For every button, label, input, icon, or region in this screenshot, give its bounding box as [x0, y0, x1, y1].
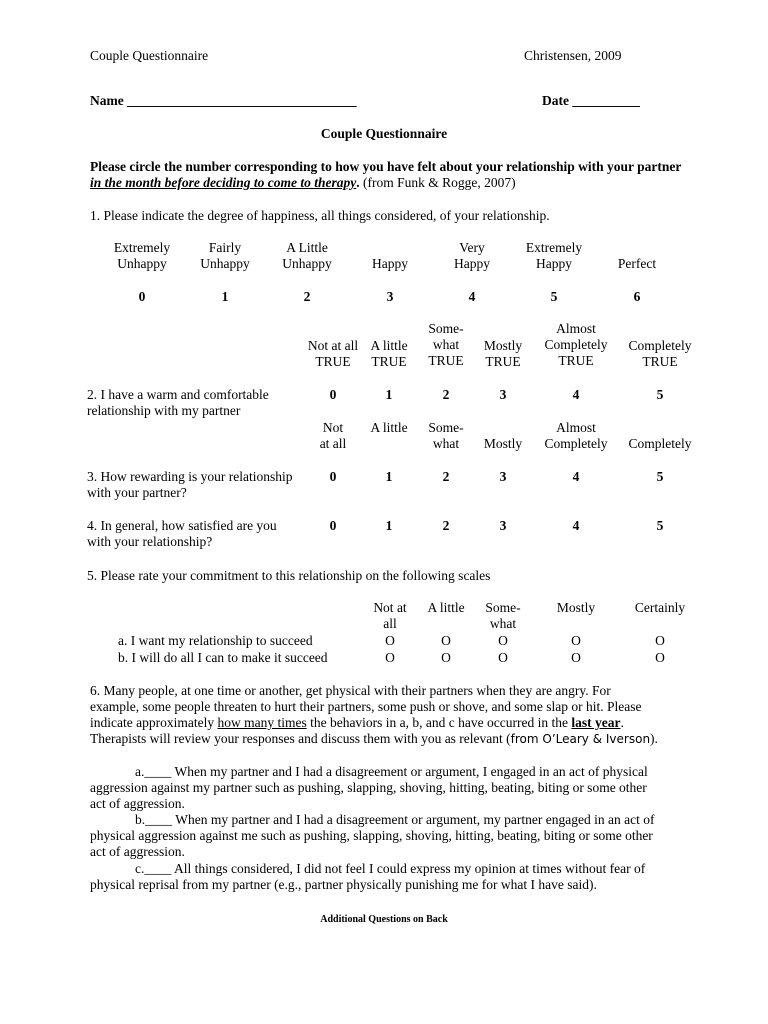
- instructions-main: Please circle the number corresponding to how you have felt about your relationship with your partner: [90, 159, 682, 174]
- q3-option-5[interactable]: 5: [656, 469, 664, 484]
- q3-option-2[interactable]: 2: [442, 469, 450, 484]
- amount-header-4: Almost Completely: [544, 420, 608, 451]
- amount-header-3: Mostly: [483, 436, 523, 451]
- q5-header-4: Certainly: [634, 600, 686, 615]
- q2-option-0[interactable]: 0: [329, 387, 337, 402]
- q5b-option-2[interactable]: O: [498, 650, 508, 665]
- q4-option-4[interactable]: 4: [572, 518, 580, 533]
- q1-label-6: Perfect: [617, 256, 657, 271]
- q5-item-a: a. I want my relationship to succeed: [118, 633, 313, 648]
- q6-line-1: 6. Many people, at one time or another, get physical with their partners when they are angry. For: [90, 683, 611, 698]
- true-header-0: Not at all TRUE: [307, 338, 359, 369]
- name-field[interactable]: [90, 93, 357, 109]
- q5-item-b: b. I will do all I can to make it succeed: [118, 650, 328, 665]
- amount-header-0: Not at all: [319, 420, 347, 451]
- q3-option-0[interactable]: 0: [329, 469, 337, 484]
- amount-header-1: A little: [370, 420, 408, 435]
- name-blank[interactable]: __________________________________: [127, 93, 357, 108]
- q6b-line-2: physical aggression against me such as pushing, slapping, shoving, hitting, beating, biting or some other: [90, 828, 653, 843]
- q4-option-1[interactable]: 1: [385, 518, 393, 533]
- q4-option-2[interactable]: 2: [442, 518, 450, 533]
- q1-label-3: Happy: [372, 256, 408, 271]
- instructions-period: .: [356, 175, 360, 190]
- header-form-title: Couple Questionnaire: [90, 48, 209, 63]
- q3-option-1[interactable]: 1: [385, 469, 393, 484]
- date-field[interactable]: [542, 93, 640, 109]
- q2-option-2[interactable]: 2: [442, 387, 450, 402]
- q6-how-many-times: how many times: [217, 715, 307, 730]
- q1-label-2: A Little Unhappy: [282, 240, 332, 271]
- q5a-option-0[interactable]: O: [385, 633, 395, 648]
- amount-header-2: Some- what: [428, 420, 464, 451]
- q5b-option-1[interactable]: O: [441, 650, 451, 665]
- q2-option-1[interactable]: 1: [385, 387, 393, 402]
- instructions: [90, 159, 690, 191]
- q6-last-year: last year: [571, 715, 621, 730]
- q5b-option-3[interactable]: O: [571, 650, 581, 665]
- q6a-line-2: aggression against my partner such as pushing, slapping, shoving, hitting, beating, biting or some other: [90, 780, 647, 795]
- q1-text: 1. Please indicate the degree of happiness, all things considered, of your relationship.: [90, 208, 550, 223]
- q5b-option-0[interactable]: O: [385, 650, 395, 665]
- q1-label-0: Extremely Unhappy: [113, 240, 171, 271]
- q1-label-1: Fairly Unhappy: [200, 240, 250, 271]
- q3-option-4[interactable]: 4: [572, 469, 580, 484]
- q5-text: 5. Please rate your commitment to this relationship on the following scales: [87, 568, 491, 583]
- q3-option-3[interactable]: 3: [499, 469, 507, 484]
- q5a-option-3[interactable]: O: [571, 633, 581, 648]
- true-header-4: Almost Completely TRUE: [544, 321, 608, 368]
- q2-option-3[interactable]: 3: [499, 387, 507, 402]
- q6a-line-1[interactable]: a.____ When my partner and I had a disagreement or argument, I engaged in an act of physical: [135, 764, 648, 779]
- q5a-option-2[interactable]: O: [498, 633, 508, 648]
- q1-option-3[interactable]: 3: [386, 289, 394, 304]
- true-header-3: Mostly TRUE: [483, 338, 523, 369]
- footer-note: Additional Questions on Back: [320, 914, 448, 925]
- instructions-emphasis: in the month before deciding to come to therapy: [90, 175, 357, 190]
- date-blank[interactable]: __________: [572, 93, 640, 108]
- q1-option-6[interactable]: 6: [633, 289, 641, 304]
- q1-label-4: Very Happy: [454, 240, 490, 271]
- true-header-2: Some- what TRUE: [428, 321, 464, 368]
- true-header-1: A little TRUE: [370, 338, 408, 369]
- date-label: Date: [542, 93, 569, 108]
- q2-option-5[interactable]: 5: [656, 387, 664, 402]
- q1-option-2[interactable]: 2: [303, 289, 311, 304]
- q6c-line-2: physical reprisal from my partner (e.g., partner physically punishing me for what I have said).: [90, 877, 597, 892]
- q5-header-3: Mostly: [556, 600, 596, 615]
- q1-option-1[interactable]: 1: [221, 289, 229, 304]
- page-title: Couple Questionnaire: [320, 126, 448, 141]
- q1-option-0[interactable]: 0: [138, 289, 146, 304]
- q6-line-2: example, some people threaten to hurt their partners, some push or shove, and some slap or hit. Please: [90, 699, 642, 714]
- instructions-citation: (from Funk & Rogge, 2007): [359, 175, 516, 190]
- q2-option-4[interactable]: 4: [572, 387, 580, 402]
- q1-option-5[interactable]: 5: [550, 289, 558, 304]
- q6-line-4: Therapists will review your responses and discuss them with you as relevant (from O’Leary & Iverson).: [90, 731, 658, 746]
- q4-option-5[interactable]: 5: [656, 518, 664, 533]
- q6-line-3: indicate approximately how many times the behaviors in a, b, and c have occurred in the last year.: [90, 715, 624, 730]
- q1-option-4[interactable]: 4: [468, 289, 476, 304]
- q6a-line-3: act of aggression.: [90, 796, 185, 811]
- q4-option-3[interactable]: 3: [499, 518, 507, 533]
- q5a-option-4[interactable]: O: [655, 633, 665, 648]
- q5a-option-1[interactable]: O: [441, 633, 451, 648]
- q6b-line-1[interactable]: b.____ When my partner and I had a disagreement or argument, my partner engaged in an act of: [135, 812, 655, 827]
- q4-text: 4. In general, how satisfied are you with your relationship?: [87, 518, 277, 549]
- q6-source: from O’Leary & Iverson: [510, 732, 651, 746]
- q4-option-0[interactable]: 0: [329, 518, 337, 533]
- q5b-option-4[interactable]: O: [655, 650, 665, 665]
- header-citation: Christensen, 2009: [524, 48, 622, 63]
- q3-text: 3. How rewarding is your relationship with your partner?: [87, 469, 293, 500]
- q5-header-0: Not at all: [373, 600, 407, 631]
- q5-header-2: Some- what: [485, 600, 521, 631]
- q1-label-5: Extremely Happy: [525, 240, 583, 271]
- q5-header-1: A little: [427, 600, 465, 615]
- q2-text: 2. I have a warm and comfortable relationship with my partner: [87, 387, 269, 418]
- q6c-line-1[interactable]: c.____ All things considered, I did not feel I could express my opinion at times without fear of: [135, 861, 646, 876]
- name-label: Name: [90, 93, 124, 108]
- q6b-line-3: act of aggression.: [90, 844, 185, 859]
- amount-header-5: Completely: [628, 436, 692, 451]
- true-header-5: Completely TRUE: [628, 338, 692, 369]
